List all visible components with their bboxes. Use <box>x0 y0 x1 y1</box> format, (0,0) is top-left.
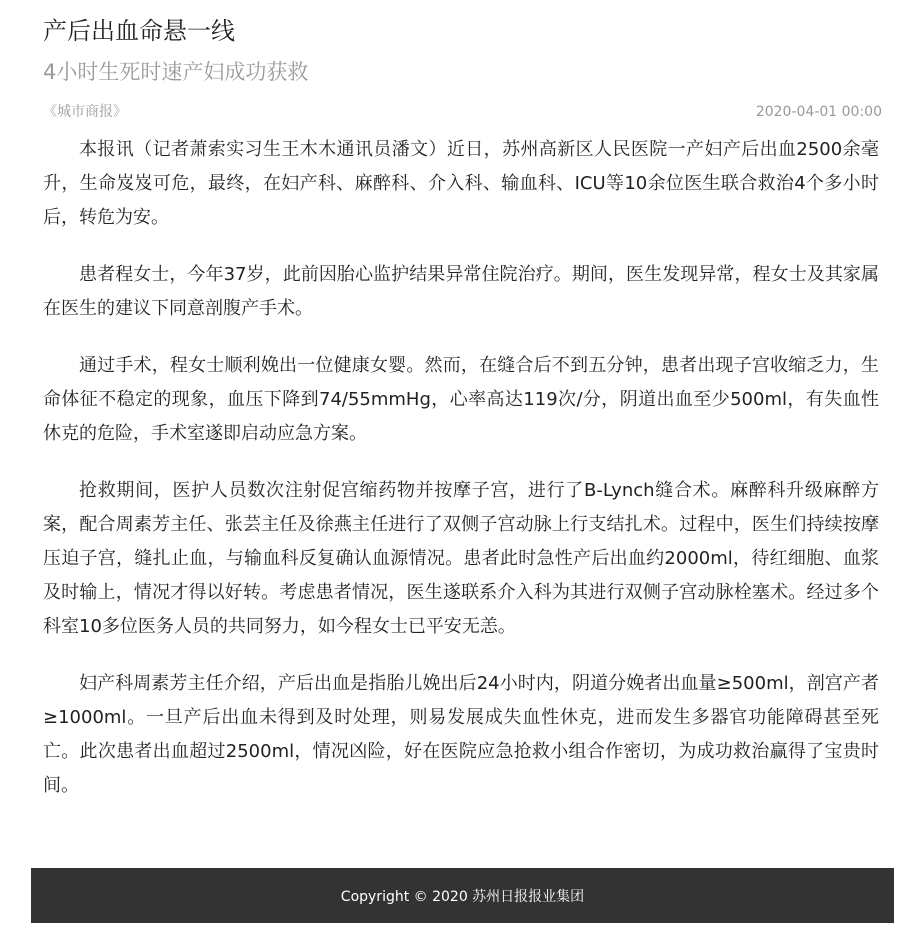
article-body <box>43 133 879 826</box>
paragraph: 抢救期间，医护人员数次注射促宫缩药物并按摩子宫，进行了B-Lynch缝合术。麻醉科升级麻醉方案，配合周素芳主任、张芸主任及徐燕主任进行了双侧子宫动脉上行支结扎术。过程中，医生们持续按摩压迫子宫，缝扎止血，与输血科反复确认血源情况。患者此时急性产后出血约2000ml，待红细胞、血浆及时输上，情况才得以好转。考虑患者情况，医生遂联系介入科为其进行双侧子宫动脉栓塞术。经过多个科室10多位医务人员的共同努力，如今程女士已平安无恙。 <box>43 480 879 637</box>
article-subtitle: 4小时生死时速产妇成功获救 <box>43 60 309 84</box>
article-date: 2020-04-01 00:00 <box>755 104 882 120</box>
article-source: 《城市商报》 <box>43 104 127 120</box>
paragraph: 通过手术，程女士顺利娩出一位健康女婴。然而，在缝合后不到五分钟，患者出现子宫收缩乏力，生命体征不稳定的现象，血压下降到74/55mmHg，心率高达119次/分，阴道出血至少500ml，有失血性休克的危险，手术室遂即启动应急方案。 <box>43 355 879 444</box>
article-title: 产后出血命悬一线 <box>43 17 235 45</box>
paragraph: 患者程女士，今年37岁，此前因胎心监护结果异常住院治疗。期间，医生发现异常，程女士及其家属在医生的建议下同意剖腹产手术。 <box>43 264 879 319</box>
paragraph: 本报讯（记者萧索实习生王木木通讯员潘文）近日，苏州高新区人民医院一产妇产后出血2500余毫升，生命岌岌可危，最终，在妇产科、麻醉科、介入科、输血科、ICU等10余位医生联合救治4个多小时后，转危为安。 <box>43 139 879 228</box>
paragraph: 妇产科周素芳主任介绍，产后出血是指胎儿娩出后24小时内，阴道分娩者出血量≥500ml，剖宫产者≥1000ml。一旦产后出血未得到及时处理，则易发展成失血性休克，进而发生多器官功能障碍甚至死亡。此次患者出血超过2500ml，情况凶险，好在医院应急抢救小组合作密切，为成功救治赢得了宝贵时间。 <box>43 673 879 796</box>
copyright-text: Copyright © 2020 苏州日报报业集团 <box>340 888 585 905</box>
footer <box>31 868 894 923</box>
article-meta <box>43 102 882 122</box>
